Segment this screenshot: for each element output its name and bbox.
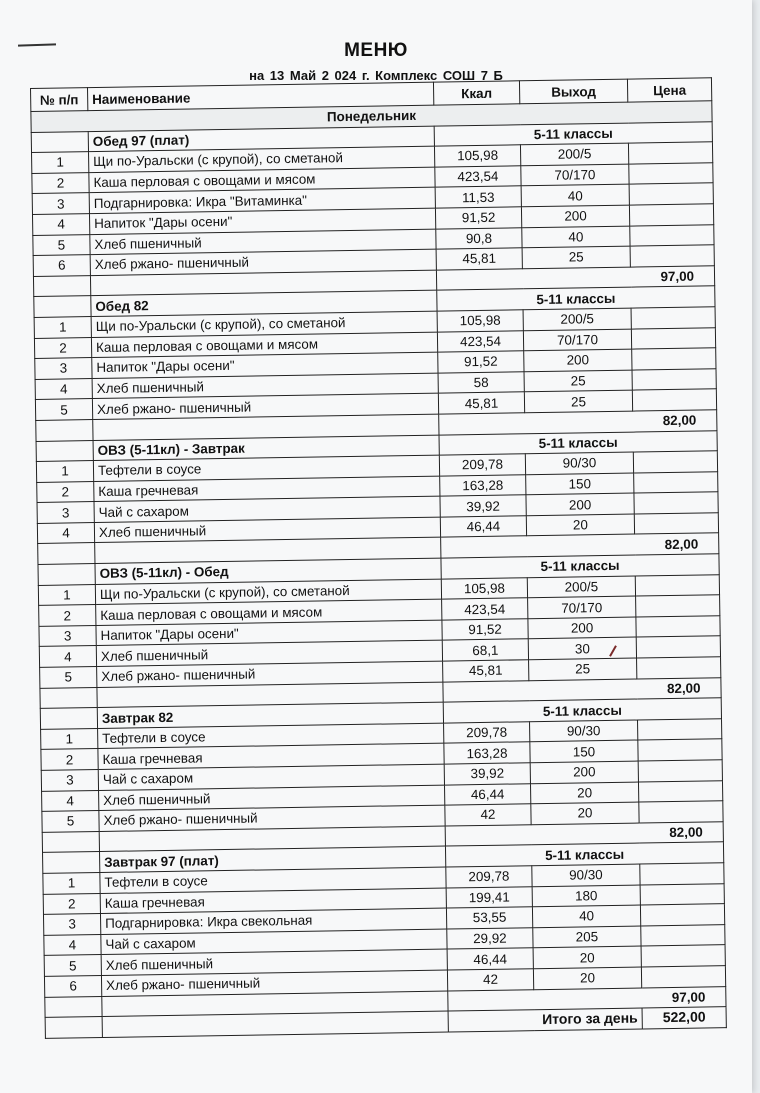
item-kcal: 209,78 bbox=[439, 454, 525, 476]
item-num: 4 bbox=[35, 378, 92, 399]
item-num: 6 bbox=[44, 975, 101, 996]
group-total: 82,00 bbox=[445, 821, 723, 846]
group-name: ОВЗ (5-11кл) - Завтрак bbox=[93, 435, 439, 461]
item-output: 25 bbox=[529, 658, 637, 680]
item-price bbox=[630, 245, 714, 267]
item-name: Подгарнировка: Икра "Витаминка" bbox=[89, 188, 435, 214]
item-output: 200/5 bbox=[523, 308, 631, 330]
item-output: 30 bbox=[528, 637, 636, 659]
item-kcal: 423,54 bbox=[442, 598, 528, 620]
item-kcal: 45,81 bbox=[443, 660, 529, 682]
grand-total-label: Итого за день bbox=[448, 1008, 642, 1032]
item-output: 90/30 bbox=[525, 452, 633, 474]
item-kcal: 209,78 bbox=[446, 866, 532, 888]
item-num: 5 bbox=[44, 955, 101, 976]
item-kcal: 29,92 bbox=[447, 927, 533, 949]
item-name: Каша перловая с овощами и мясом bbox=[91, 332, 437, 358]
item-output: 150 bbox=[526, 473, 634, 495]
item-output: 40 bbox=[532, 905, 640, 927]
item-price bbox=[634, 513, 718, 535]
item-num: 3 bbox=[43, 914, 100, 935]
group-total: 97,00 bbox=[436, 266, 714, 291]
item-price bbox=[635, 574, 719, 596]
page-title: МЕНЮ bbox=[344, 40, 408, 61]
total-empty-cell bbox=[45, 996, 102, 1017]
item-name: Хлеб ржано- пшеничный bbox=[101, 970, 447, 996]
page-subtitle: на 13 Май 2 024 г. Комплекс СОШ 7 Б bbox=[249, 68, 503, 83]
item-output: 200 bbox=[528, 617, 636, 639]
total-empty-cell bbox=[42, 831, 99, 852]
item-price bbox=[632, 368, 716, 390]
item-num: 4 bbox=[42, 790, 99, 811]
item-output: 70/170 bbox=[523, 329, 631, 351]
header-out: Выход bbox=[519, 79, 627, 104]
item-price bbox=[632, 348, 716, 370]
item-name: Напиток "Дары осени" bbox=[92, 352, 438, 378]
group-classes: 5-11 классы bbox=[437, 286, 715, 311]
item-num: 2 bbox=[37, 481, 94, 502]
item-num: 4 bbox=[44, 934, 101, 955]
group-classes: 5-11 классы bbox=[434, 121, 712, 146]
item-kcal: 199,41 bbox=[446, 886, 532, 908]
item-num: 1 bbox=[38, 584, 95, 605]
item-num: 3 bbox=[41, 770, 98, 791]
item-num: 3 bbox=[39, 625, 96, 646]
item-kcal: 423,54 bbox=[435, 166, 521, 188]
group-total: 82,00 bbox=[439, 410, 717, 435]
item-name: Чай с сахаром bbox=[101, 929, 447, 955]
item-kcal: 45,81 bbox=[438, 392, 524, 414]
item-price bbox=[631, 307, 715, 329]
item-num: 5 bbox=[42, 811, 99, 832]
item-kcal: 53,55 bbox=[446, 907, 532, 929]
item-output: 25 bbox=[524, 390, 632, 412]
item-name: Щи по-Уральски (с крупой), со сметаной bbox=[95, 579, 441, 605]
item-price bbox=[631, 327, 715, 349]
group-total: 97,00 bbox=[448, 986, 726, 1011]
item-num: 5 bbox=[33, 234, 90, 255]
header-price: Цена bbox=[627, 78, 711, 102]
item-output: 90/30 bbox=[530, 720, 638, 742]
group-classes: 5-11 классы bbox=[439, 430, 717, 455]
item-price bbox=[638, 739, 722, 761]
item-kcal: 163,28 bbox=[440, 474, 526, 496]
item-price bbox=[637, 657, 721, 679]
item-name: Хлеб пшеничный bbox=[96, 641, 442, 667]
item-output: 25 bbox=[524, 370, 632, 392]
item-num: 5 bbox=[35, 399, 92, 420]
item-name: Каша перловая с овощами и мясом bbox=[89, 167, 435, 193]
item-num: 2 bbox=[39, 605, 96, 626]
item-num: 1 bbox=[41, 728, 98, 749]
item-price bbox=[636, 616, 720, 638]
item-num: 3 bbox=[37, 502, 94, 523]
item-num: 4 bbox=[39, 646, 96, 667]
item-price bbox=[628, 142, 712, 164]
item-price bbox=[638, 760, 722, 782]
group-num-cell bbox=[36, 440, 93, 461]
group-total: 82,00 bbox=[441, 533, 719, 558]
total-empty-cell bbox=[40, 687, 97, 708]
header-num: № п/п bbox=[31, 88, 88, 112]
item-price bbox=[636, 636, 720, 658]
group-total: 82,00 bbox=[443, 677, 721, 702]
item-name: Тефтели в соусе bbox=[93, 455, 439, 481]
item-output: 25 bbox=[522, 246, 630, 268]
item-output: 200/5 bbox=[527, 576, 635, 598]
item-price bbox=[629, 183, 713, 205]
total-empty-cell bbox=[33, 275, 90, 296]
item-price bbox=[641, 945, 725, 967]
item-kcal: 58 bbox=[438, 371, 524, 393]
item-price bbox=[634, 471, 718, 493]
item-name: Каша перловая с овощами и мясом bbox=[96, 599, 442, 625]
group-name: Завтрак 97 (плат) bbox=[100, 846, 446, 872]
item-num: 3 bbox=[35, 358, 92, 379]
item-price bbox=[640, 904, 724, 926]
item-price bbox=[629, 204, 713, 226]
item-name: Хлеб пшеничный bbox=[101, 949, 447, 975]
item-num: 1 bbox=[43, 872, 100, 893]
item-num: 6 bbox=[33, 255, 90, 276]
item-num: 4 bbox=[32, 214, 89, 235]
item-output: 200 bbox=[524, 349, 632, 371]
item-kcal: 91,52 bbox=[438, 351, 524, 373]
group-num-cell bbox=[43, 852, 100, 873]
item-kcal: 90,8 bbox=[436, 227, 522, 249]
item-kcal: 11,53 bbox=[435, 186, 521, 208]
group-name: ОВЗ (5-11кл) - Обед bbox=[95, 558, 441, 584]
item-name: Тефтели в соусе bbox=[98, 723, 444, 749]
item-num: 2 bbox=[34, 337, 91, 358]
item-kcal: 91,52 bbox=[442, 619, 528, 641]
item-name: Тефтели в соусе bbox=[100, 867, 446, 893]
item-name: Щи по-Уральски (с крупой), со сметаной bbox=[89, 146, 435, 172]
item-kcal: 105,98 bbox=[441, 577, 527, 599]
item-kcal: 91,52 bbox=[435, 207, 521, 229]
item-output: 200 bbox=[526, 493, 634, 515]
item-kcal: 45,81 bbox=[436, 248, 522, 270]
item-kcal: 105,98 bbox=[434, 145, 520, 167]
item-output: 20 bbox=[526, 514, 634, 536]
group-classes: 5-11 классы bbox=[443, 698, 721, 723]
group-name: Обед 82 bbox=[91, 290, 437, 316]
item-kcal: 42 bbox=[447, 969, 533, 991]
item-price bbox=[639, 801, 723, 823]
group-name: Обед 97 (плат) bbox=[88, 126, 434, 152]
item-price bbox=[630, 224, 714, 246]
item-kcal: 163,28 bbox=[444, 742, 530, 764]
item-output: 70/170 bbox=[528, 596, 636, 618]
item-name: Хлеб ржано- пшеничный bbox=[92, 393, 438, 419]
item-kcal: 105,98 bbox=[437, 310, 523, 332]
item-num: 2 bbox=[43, 893, 100, 914]
total-empty-cell bbox=[36, 419, 93, 440]
item-name: Щи по-Уральски (с крупой), со сметаной bbox=[91, 311, 437, 337]
day-label: Понедельник bbox=[31, 101, 712, 132]
item-output: 20 bbox=[533, 946, 641, 968]
group-num-cell bbox=[40, 708, 97, 729]
item-output: 200 bbox=[521, 205, 629, 227]
item-output: 20 bbox=[530, 782, 638, 804]
group-num-cell bbox=[34, 296, 91, 317]
item-output: 205 bbox=[533, 926, 641, 948]
item-name: Чай с сахаром bbox=[98, 764, 444, 790]
item-kcal: 46,44 bbox=[447, 948, 533, 970]
item-output: 20 bbox=[533, 967, 641, 989]
menu-table bbox=[30, 77, 727, 1038]
grand-empty-cell bbox=[45, 1017, 102, 1038]
item-output: 90/30 bbox=[532, 864, 640, 886]
header-kcal: Ккал bbox=[433, 81, 519, 105]
item-name: Напиток "Дары осени" bbox=[89, 208, 435, 234]
grand-total-value: 522,00 bbox=[642, 1007, 726, 1029]
item-name: Подгарнировка: Икра свекольная bbox=[100, 908, 446, 934]
item-name: Хлеб ржано- пшеничный bbox=[99, 805, 445, 831]
item-price bbox=[640, 863, 724, 885]
item-name: Каша гречневая bbox=[98, 743, 444, 769]
group-name: Завтрак 82 bbox=[97, 702, 443, 728]
item-output: 70/170 bbox=[521, 164, 629, 186]
item-price bbox=[637, 719, 721, 741]
menu-body bbox=[31, 101, 726, 1038]
item-price bbox=[638, 780, 722, 802]
item-price bbox=[629, 163, 713, 185]
item-name: Хлеб ржано- пшеничный bbox=[97, 661, 443, 687]
item-name: Хлеб пшеничный bbox=[99, 785, 445, 811]
item-kcal: 46,44 bbox=[440, 516, 526, 538]
item-name: Хлеб пшеничный bbox=[92, 373, 438, 399]
item-num: 1 bbox=[34, 317, 91, 338]
item-price bbox=[641, 924, 725, 946]
group-classes: 5-11 классы bbox=[441, 554, 719, 579]
item-num: 5 bbox=[40, 667, 97, 688]
item-kcal: 39,92 bbox=[444, 763, 530, 785]
item-num: 2 bbox=[32, 172, 89, 193]
item-output: 200/5 bbox=[520, 143, 628, 165]
item-name: Чай с сахаром bbox=[94, 496, 440, 522]
item-output: 200 bbox=[530, 761, 638, 783]
item-num: 1 bbox=[36, 461, 93, 482]
total-empty-cell bbox=[38, 543, 95, 564]
item-output: 180 bbox=[532, 885, 640, 907]
item-kcal: 209,78 bbox=[444, 722, 530, 744]
item-name: Хлеб пшеничный bbox=[94, 517, 440, 543]
item-price bbox=[636, 595, 720, 617]
item-price bbox=[640, 883, 724, 905]
item-name: Хлеб ржано- пшеничный bbox=[90, 249, 436, 275]
item-output: 40 bbox=[521, 184, 629, 206]
item-kcal: 68,1 bbox=[442, 639, 528, 661]
item-output: 40 bbox=[522, 226, 630, 248]
item-num: 1 bbox=[32, 152, 89, 173]
item-kcal: 423,54 bbox=[437, 330, 523, 352]
header-name: Наименование bbox=[88, 82, 434, 110]
item-num: 3 bbox=[32, 193, 89, 214]
item-name: Каша гречневая bbox=[94, 476, 440, 502]
item-name: Напиток "Дары осени" bbox=[96, 620, 442, 646]
item-kcal: 39,92 bbox=[440, 495, 526, 517]
menu-table-wrap bbox=[30, 78, 713, 1039]
item-name: Хлеб пшеничный bbox=[90, 229, 436, 255]
item-price bbox=[632, 389, 716, 411]
item-num: 2 bbox=[41, 749, 98, 770]
item-name: Каша гречневая bbox=[100, 888, 446, 914]
group-classes: 5-11 классы bbox=[445, 842, 723, 867]
group-num-cell bbox=[38, 564, 95, 585]
item-price bbox=[634, 492, 718, 514]
grand-empty-cell bbox=[102, 1011, 448, 1037]
item-output: 150 bbox=[530, 740, 638, 762]
item-price bbox=[633, 451, 717, 473]
group-num-cell bbox=[31, 131, 88, 152]
item-num: 4 bbox=[37, 522, 94, 543]
item-output: 20 bbox=[531, 802, 639, 824]
item-kcal: 42 bbox=[445, 804, 531, 826]
item-price bbox=[641, 966, 725, 988]
item-kcal: 46,44 bbox=[444, 783, 530, 805]
